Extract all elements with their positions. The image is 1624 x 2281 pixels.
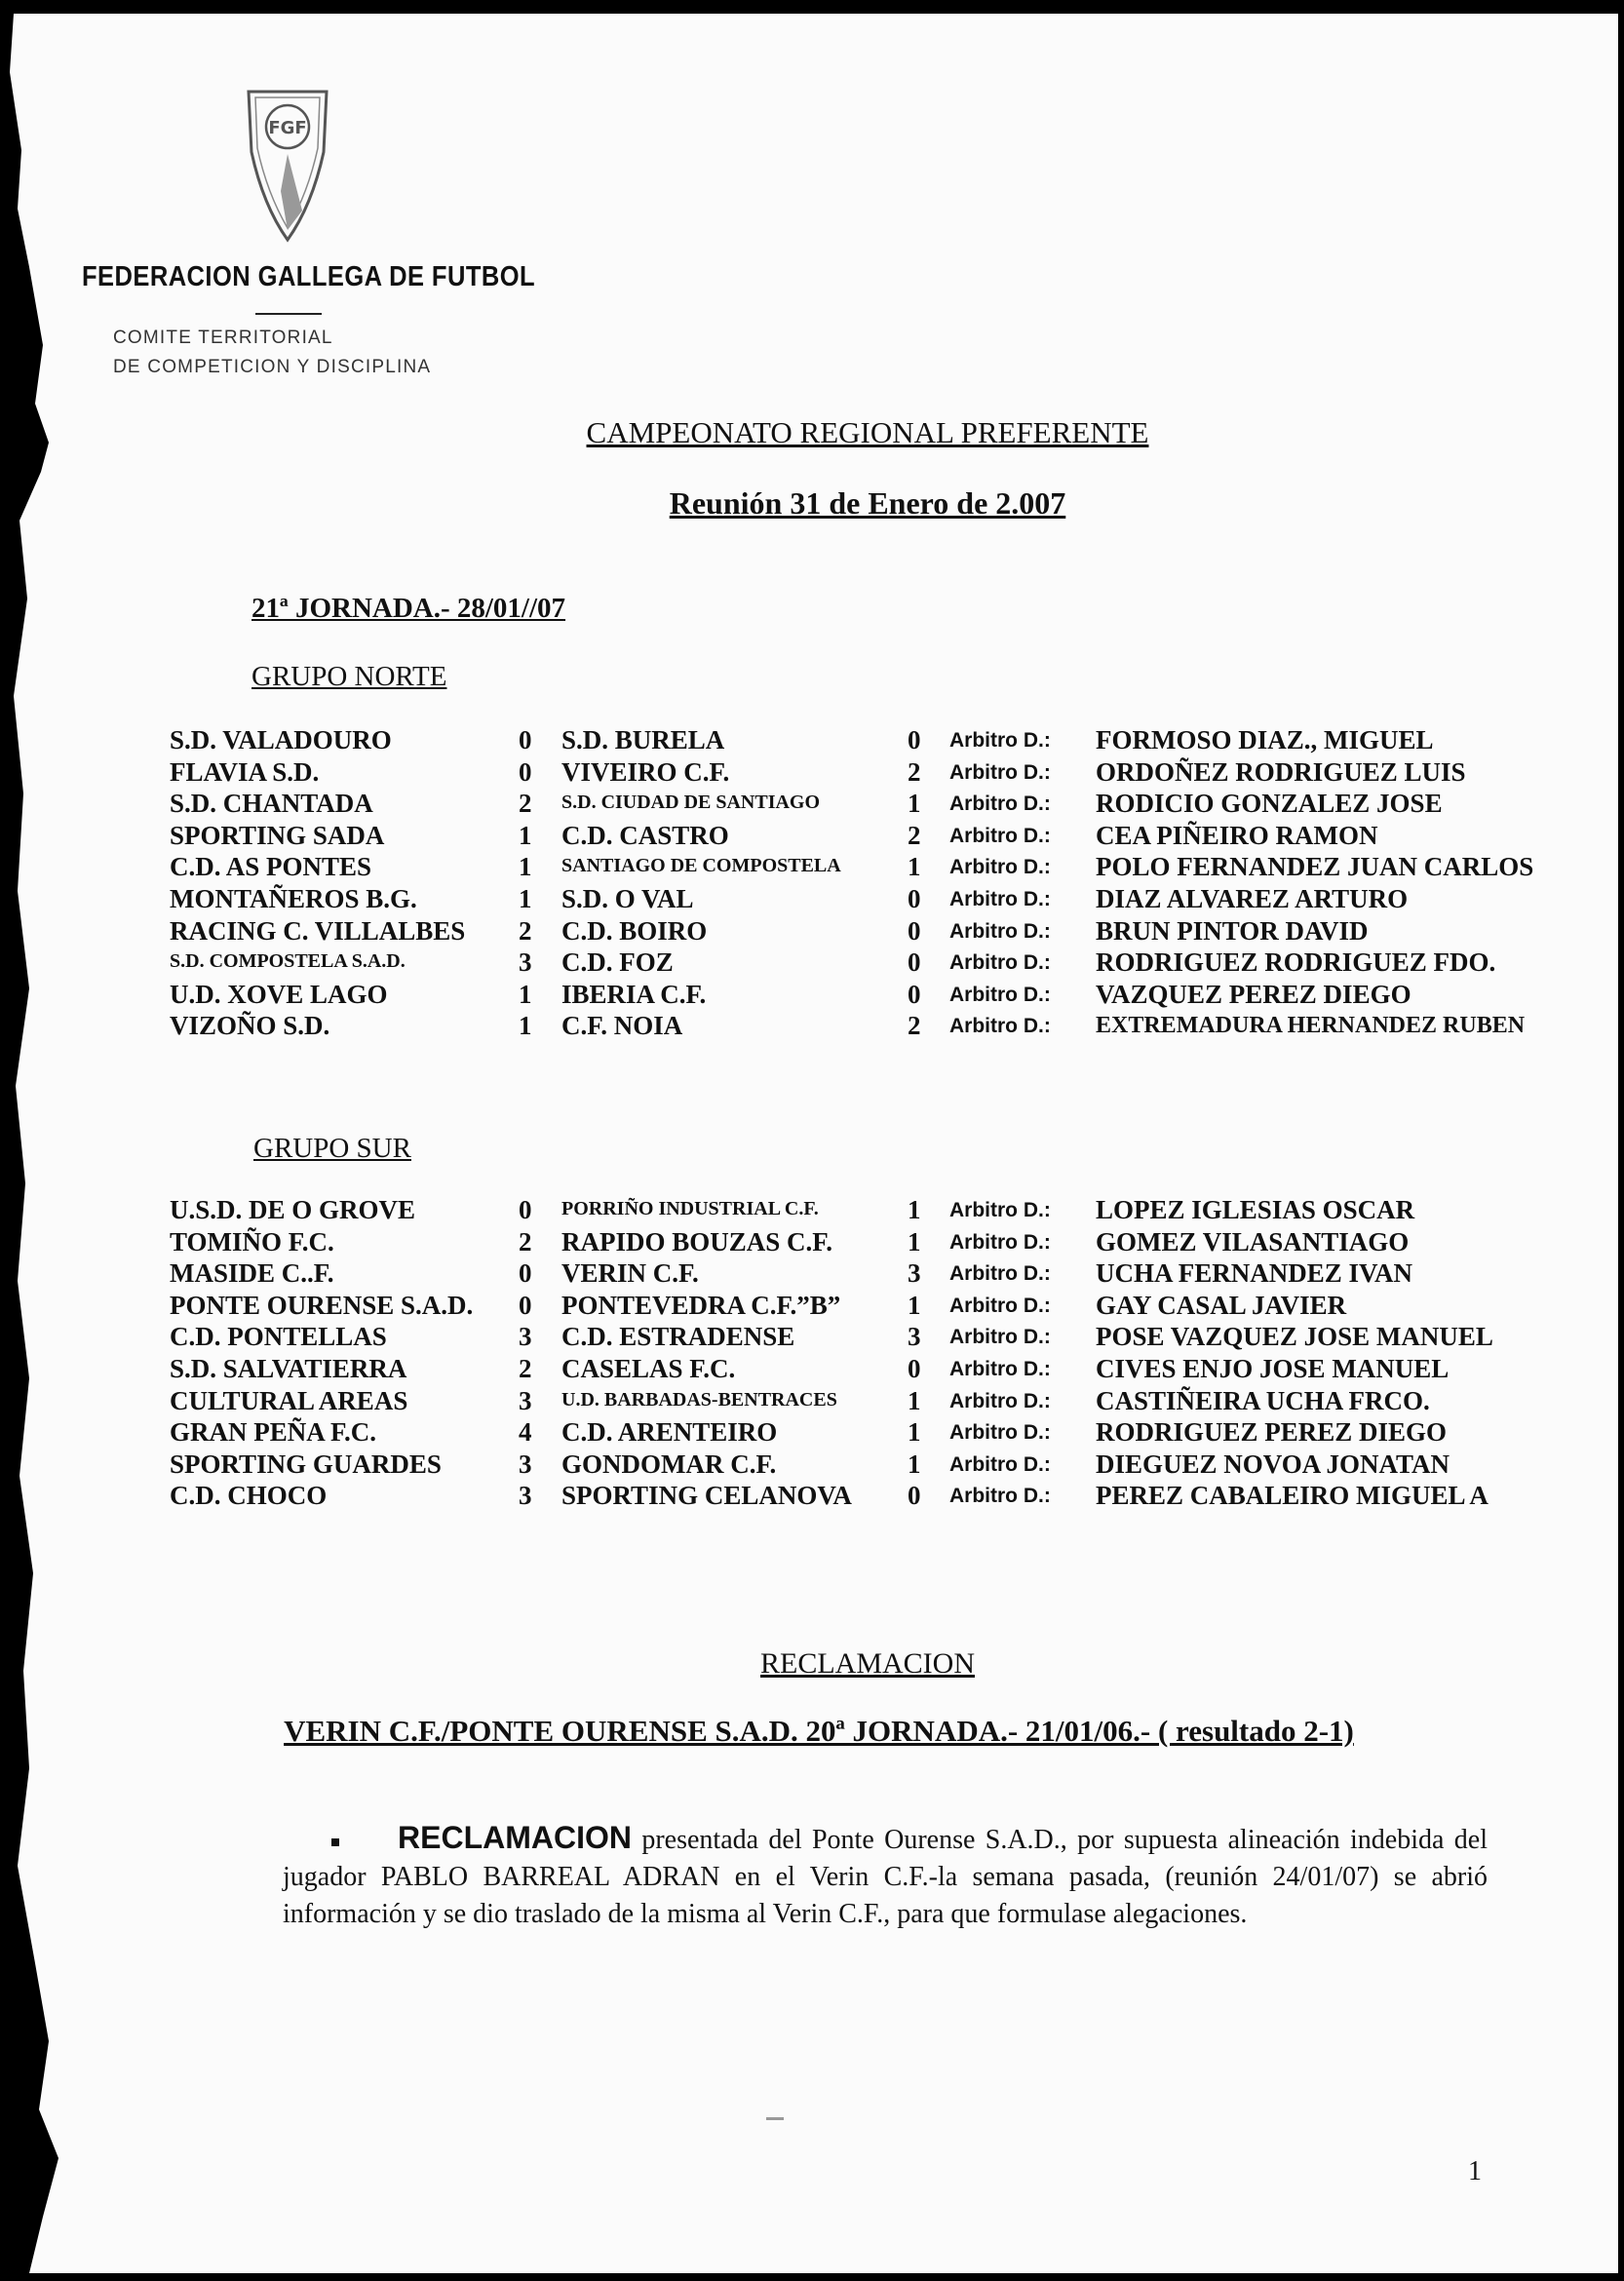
group-sur-heading: GRUPO SUR: [253, 1133, 411, 1164]
table-row: FLAVIA S.D. 0 VIVEIRO C.F. 2 Arbitro D.: ORDOÑEZ RODRIGUEZ LUIS: [170, 756, 1466, 787]
table-row: SPORTING GUARDES 3 GONDOMAR C.F. 1 Arbitro D.: DIEGUEZ NOVOA JONATAN: [170, 1449, 1450, 1479]
table-row: C.D. PONTELLAS 3 C.D. ESTRADENSE 3 Arbitro D.: POSE VAZQUEZ JOSE MANUEL: [170, 1322, 1493, 1352]
table-row: C.D. AS PONTES 1 SANTIAGO DE COMPOSTELA 1 Arbitro D.: POLO FERNANDEZ JUAN CARLOS: [170, 852, 1534, 882]
table-row: U.D. XOVE LAGO 1 IBERIA C.F. 0 Arbitro D.: VAZQUEZ PEREZ DIEGO: [170, 979, 1411, 1009]
reclamacion-body: presentada del Ponte Ourense S.A.D., por supuesta alineación indebida del jugador PABLO BARREAL ADRAN en el Verin C.F.-la semana pasada, (reunión 24/01/07) se abrió información y se dio traslado de la misma al Verin C.F., para que formulase alegaciones.: [283, 1825, 1488, 1929]
bullet-icon: [331, 1838, 339, 1846]
reclamacion-heading: RECLAMACION: [759, 1647, 975, 1680]
table-row: MONTAÑEROS B.G. 1 S.D. O VAL 0 Arbitro D.: DIAZ ALVAREZ ARTURO: [170, 883, 1409, 913]
table-row: PONTE OURENSE S.A.D. 0 PONTEVEDRA C.F.”B” 1 Arbitro D.: GAY CASAL JAVIER: [170, 1290, 1347, 1320]
committee-line-2: DE COMPETICION Y DISCIPLINA: [113, 357, 432, 377]
federation-name: FEDERACION GALLEGA DE FUTBOL: [82, 261, 536, 292]
scan-mark: [766, 2117, 784, 2120]
table-row: S.D. VALADOURO 0 S.D. BURELA 0 Arbitro D.: FORMOSO DIAZ., MIGUEL: [170, 725, 1434, 754]
table-row: TOMIÑO F.C. 2 RAPIDO BOUZAS C.F. 1 Arbitro D.: GOMEZ VILASANTIAGO: [170, 1226, 1410, 1256]
table-row: S.D. CHANTADA 2 S.D. CIUDAD DE SANTIAGO 1 Arbitro D.: RODICIO GONZALEZ JOSE: [170, 789, 1443, 819]
table-row: GRAN PEÑA F.C. 4 C.D. ARENTEIRO 1 Arbitro D.: RODRIGUEZ PEREZ DIEGO: [170, 1417, 1448, 1448]
jornada-heading: 21ª JORNADA.- 28/01//07: [251, 593, 566, 624]
divider: [255, 313, 322, 315]
page-number: 1: [1468, 2156, 1482, 2186]
norte-results-table: [170, 725, 1573, 1043]
torn-left-edge: [0, 14, 68, 2273]
table-row: SPORTING SADA 1 C.D. CASTRO 2 Arbitro D.: CEA PIÑEIRO RAMON: [170, 820, 1378, 850]
table-row: S.D. COMPOSTELA S.A.D. 3 C.D. FOZ 0 Arbitro D.: RODRIGUEZ RODRIGUEZ FDO.: [170, 947, 1496, 978]
document-page: [0, 14, 1618, 2273]
committee-line-1: COMITE TERRITORIAL: [113, 328, 333, 348]
svg-text:FGF: FGF: [268, 118, 307, 138]
table-row: CULTURAL AREAS 3 U.D. BARBADAS-BENTRACES 1 Arbitro D.: CASTIÑEIRA UCHA FRCO.: [170, 1385, 1430, 1415]
reclamacion-paragraph: [283, 1819, 1488, 1933]
meeting-date: Reunión 31 de Enero de 2.007: [669, 485, 1066, 521]
group-norte-heading: GRUPO NORTE: [251, 661, 447, 692]
reclamacion-subheading: VERIN C.F./PONTE OURENSE S.A.D. 20ª JORNADA.- 21/01/06.- ( resultado 2-1): [284, 1714, 1354, 1748]
championship-title: CAMPEONATO REGIONAL PREFERENTE: [586, 415, 1149, 449]
sur-results-table: [170, 1195, 1573, 1513]
table-row: MASIDE C..F. 0 VERIN C.F. 3 Arbitro D.: UCHA FERNANDEZ IVAN: [170, 1258, 1413, 1289]
reclamacion-lead-word: RECLAMACION: [398, 1820, 632, 1855]
table-row: U.S.D. DE O GROVE 0 PORRIÑO INDUSTRIAL C.F. 1 Arbitro D.: LOPEZ IGLESIAS OSCAR: [170, 1195, 1415, 1224]
table-row: C.D. CHOCO 3 SPORTING CELANOVA 0 Arbitro D.: PEREZ CABALEIRO MIGUEL A: [170, 1481, 1489, 1511]
federation-shield-logo: [244, 84, 331, 245]
table-row: VIZOÑO S.D. 1 C.F. NOIA 2 Arbitro D.: EXTREMADURA HERNANDEZ RUBEN: [170, 1011, 1526, 1041]
table-row: S.D. SALVATIERRA 2 CASELAS F.C. 0 Arbitro D.: CIVES ENJO JOSE MANUEL: [170, 1353, 1450, 1383]
table-row: RACING C. VILLALBES 2 C.D. BOIRO 0 Arbitro D.: BRUN PINTOR DAVID: [170, 915, 1369, 946]
